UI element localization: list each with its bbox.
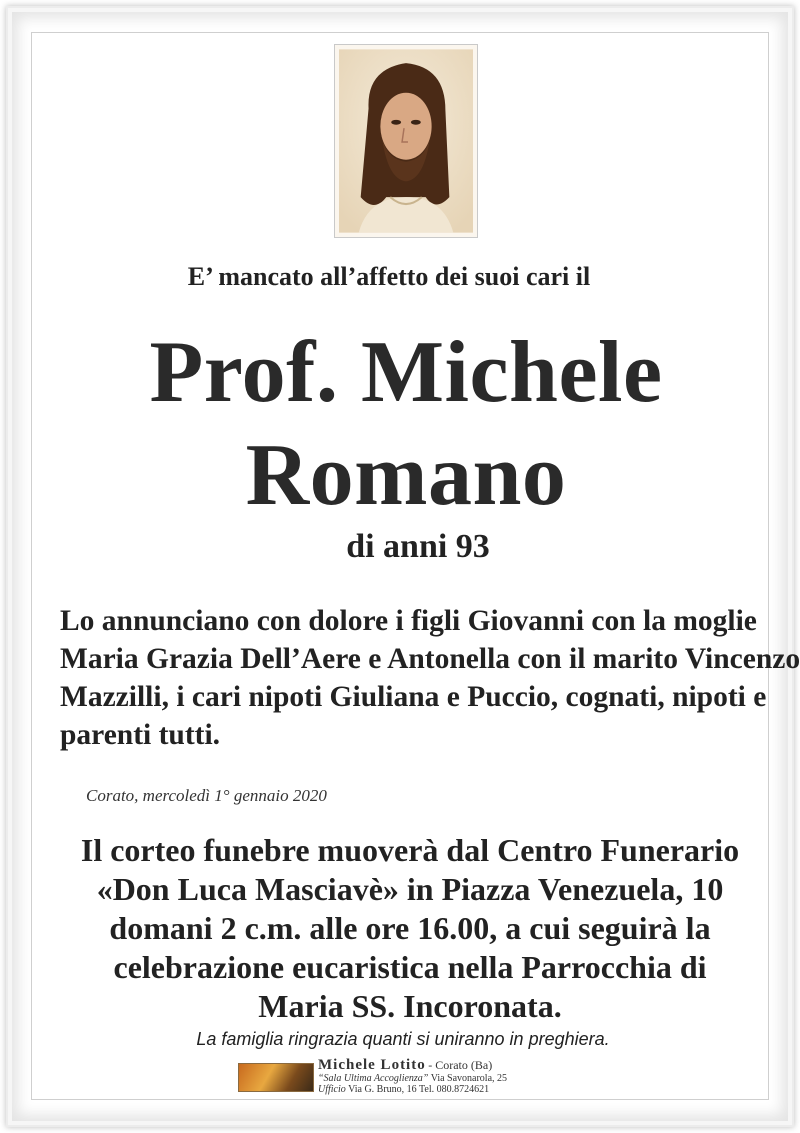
- age-text: di anni 93: [346, 528, 490, 565]
- dateline: Corato, mercoledì 1° gennaio 2020: [86, 786, 327, 805]
- office-address: Via G. Bruno, 16: [348, 1084, 417, 1095]
- funeral-details: [30, 831, 790, 1026]
- deceased-name-line2: Romano: [245, 427, 567, 524]
- funeral-home-location: - Corato (Ba): [428, 1058, 493, 1072]
- funeral-line: «Don Luca Masciavè» in Piazza Venezuela, 10: [96, 871, 724, 907]
- thanks-text: La famiglia ringrazia quanti si uniranno in preghiera.: [196, 1029, 610, 1049]
- intro-text: E’ mancato all’affetto dei suoi cari il: [187, 262, 591, 291]
- jesus-portrait-image: [339, 49, 473, 233]
- announcement-line: parenti tutti.: [60, 719, 221, 751]
- funeral-line: celebrazione eucaristica nella Parrocchia di: [113, 949, 707, 985]
- funeral-line: Il corteo funebre muoverà dal Centro Funerario: [80, 832, 740, 868]
- funeral-home-name: Michele Lotito: [318, 1057, 426, 1073]
- sacred-portrait: [334, 44, 478, 238]
- announcement-text: [60, 602, 800, 754]
- funeral-hall-address: Via Savonarola, 25: [430, 1073, 508, 1084]
- announcement-line: Mazzilli, i cari nipoti Giuliana e Puccio, cognati, nipoti e: [60, 681, 767, 713]
- funeral-line: Maria SS. Incoronata.: [258, 988, 562, 1024]
- funeral-hall-name: “Sala Ultima Accoglienza”: [318, 1073, 429, 1084]
- funeral-home-logo: [238, 1063, 314, 1092]
- deceased-name-line1: Prof. Michele: [149, 324, 663, 421]
- office-phone: Tel. 080.8724621: [419, 1084, 490, 1095]
- funeral-home-info: [318, 1057, 588, 1095]
- office-label: Ufficio: [318, 1084, 346, 1095]
- announcement-line: Maria Grazia Dell’Aere e Antonella con il marito Vincenzo: [60, 643, 800, 675]
- funeral-line: domani 2 c.m. alle ore 16.00, a cui seguirà la: [109, 910, 711, 946]
- announcement-line: Lo annunciano con dolore i figli Giovanni con la moglie: [60, 605, 757, 637]
